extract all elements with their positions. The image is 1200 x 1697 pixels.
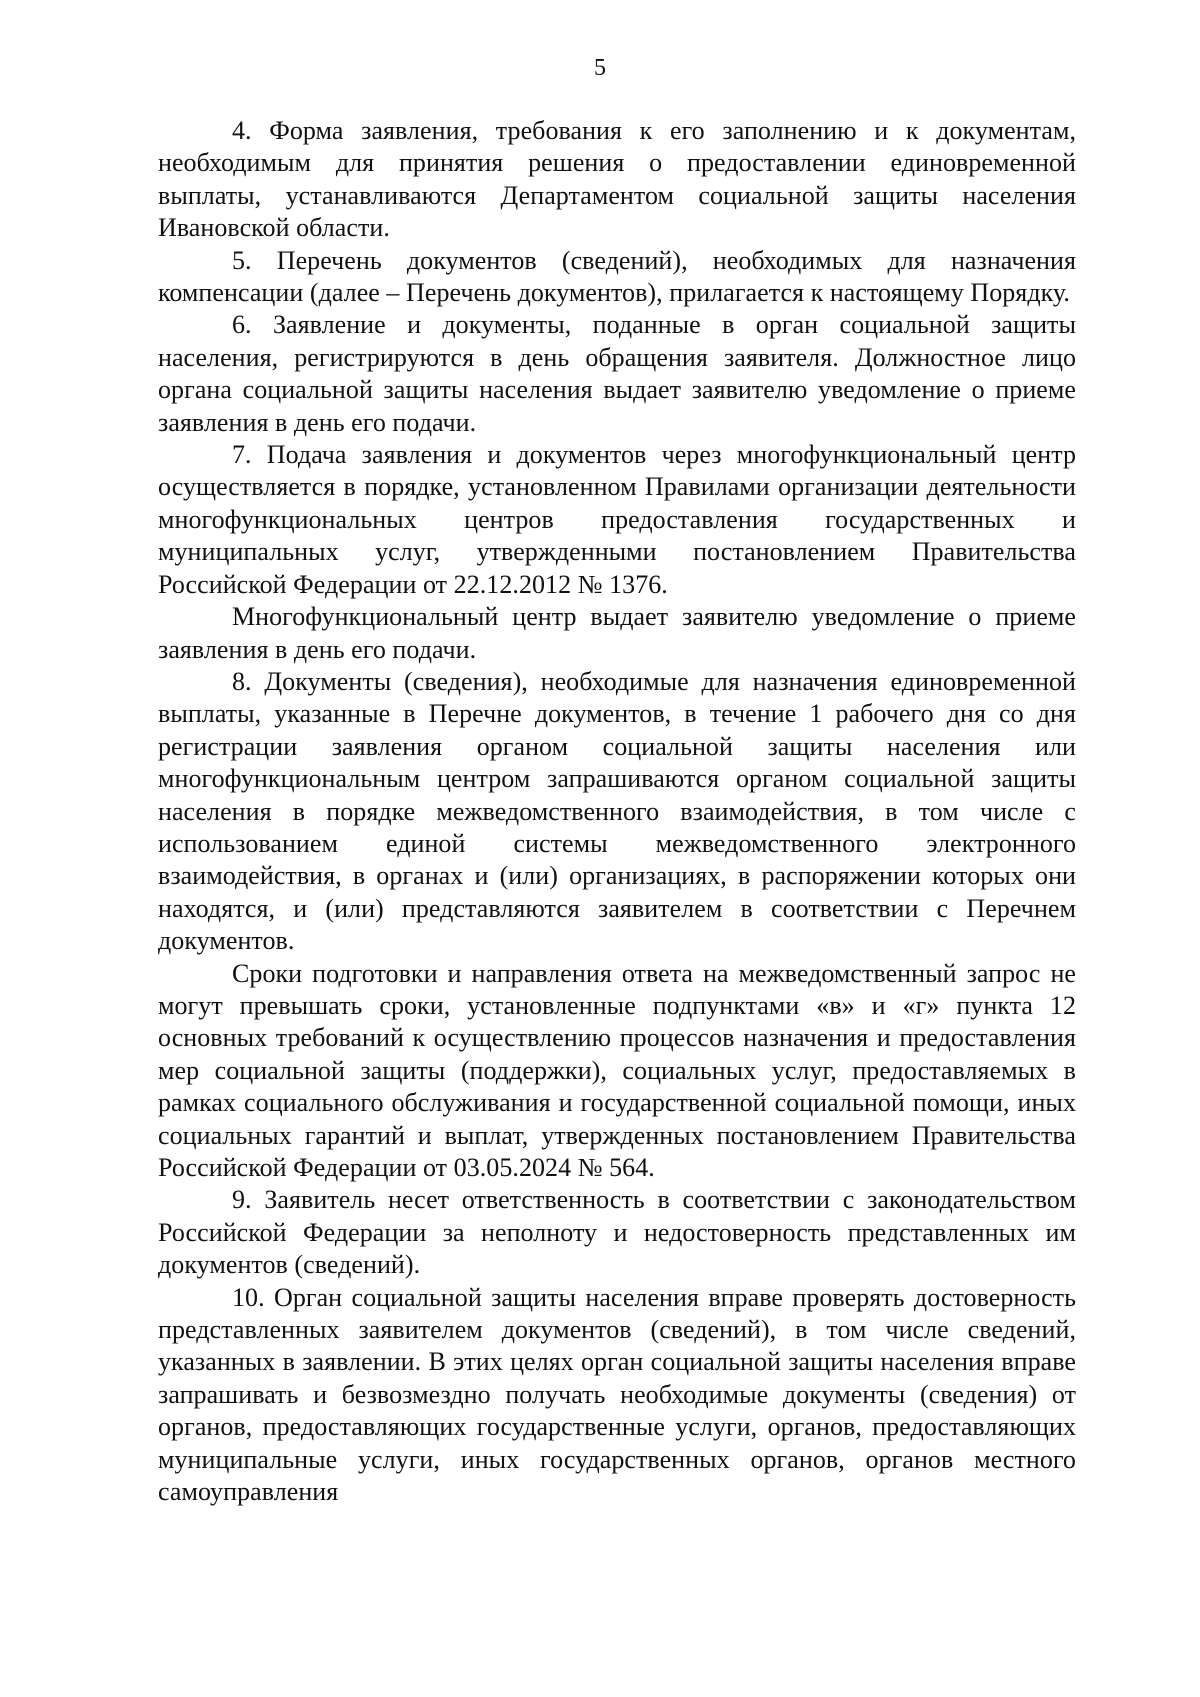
paragraph-request-deadlines: Сроки подготовки и направления ответа на межведомственный запрос не могут превышать сроки, установленные подпунктами «в» и «г» пункта 12 основных требований к осуществлению процессов назначения и предоставления мер социальной защиты (поддержки), социальных услуг, предоставляемых в рамках социального обслуживания и государственной социальной помощи, иных социальных гарантий и выплат, утвержденных постановлением Правительства Российской Федерации от 03.05.2024 № 564.: [158, 958, 1076, 1182]
document-body: [158, 115, 1076, 1508]
paragraph-item-4: 4. Форма заявления, требования к его заполнению и к документам, необходимым для принятия решения о предоставлении единовременной выплаты, устанавливаются Департаментом социальной защиты населения Ивановской области.: [158, 116, 1076, 243]
paragraph-item-8: 8. Документы (сведения), необходимые для назначения единовременной выплаты, указанные в Перечне документов, в течение 1 рабочего дня со дня регистрации заявления органом социальной защиты населения или многофункциональным центром запрашиваются органом социальной защиты населения в порядке межведомственного взаимодействия, в том числе с использованием единой системы межведомственного электронного взаимодействия, в органах и (или) организациях, в распоряжении которых они находятся, и (или) представляются заявителем в соответствии с Перечнем документов.: [158, 666, 1076, 956]
paragraph-item-9: 9. Заявитель несет ответственность в соответствии с законодательством Российской Федерации за неполноту и недостоверность представленных им документов (сведений).: [158, 1185, 1076, 1280]
paragraph-mfc-notice: Многофункциональный центр выдает заявителю уведомление о приеме заявления в день его подачи.: [158, 602, 1076, 664]
page-number: 5: [594, 55, 606, 81]
paragraph-item-6: 6. Заявление и документы, поданные в орган социальной защиты населения, регистрируются в день обращения заявителя. Должностное лицо органа социальной защиты населения выдает заявителю уведомление о приеме заявления в день его подачи.: [158, 310, 1076, 437]
paragraph-item-5: 5. Перечень документов (сведений), необходимых для назначения компенсации (далее – Перечень документов), прилагается к настоящему Порядку.: [158, 245, 1076, 308]
paragraph-item-10: 10. Орган социальной защиты населения вправе проверять достоверность представленных заявителем документов (сведений), в том числе сведений, указанных в заявлении. В этих целях орган социальной защиты населения вправе запрашивать и безвозмездно получать необходимые документы (сведения) от органов, предоставляющих государственные услуги, органов, предоставляющих муниципальные услуги, иных государственных органов, органов местного самоуправления: [158, 1282, 1076, 1507]
paragraph-item-7: 7. Подача заявления и документов через многофункциональный центр осуществляется в порядке, установленном Правилами организации деятельности многофункциональных центров предоставления государственных и муниципальных услуг, утвержденными постановлением Правительства Российской Федерации от 22.12.2012 № 1376.: [158, 440, 1076, 599]
